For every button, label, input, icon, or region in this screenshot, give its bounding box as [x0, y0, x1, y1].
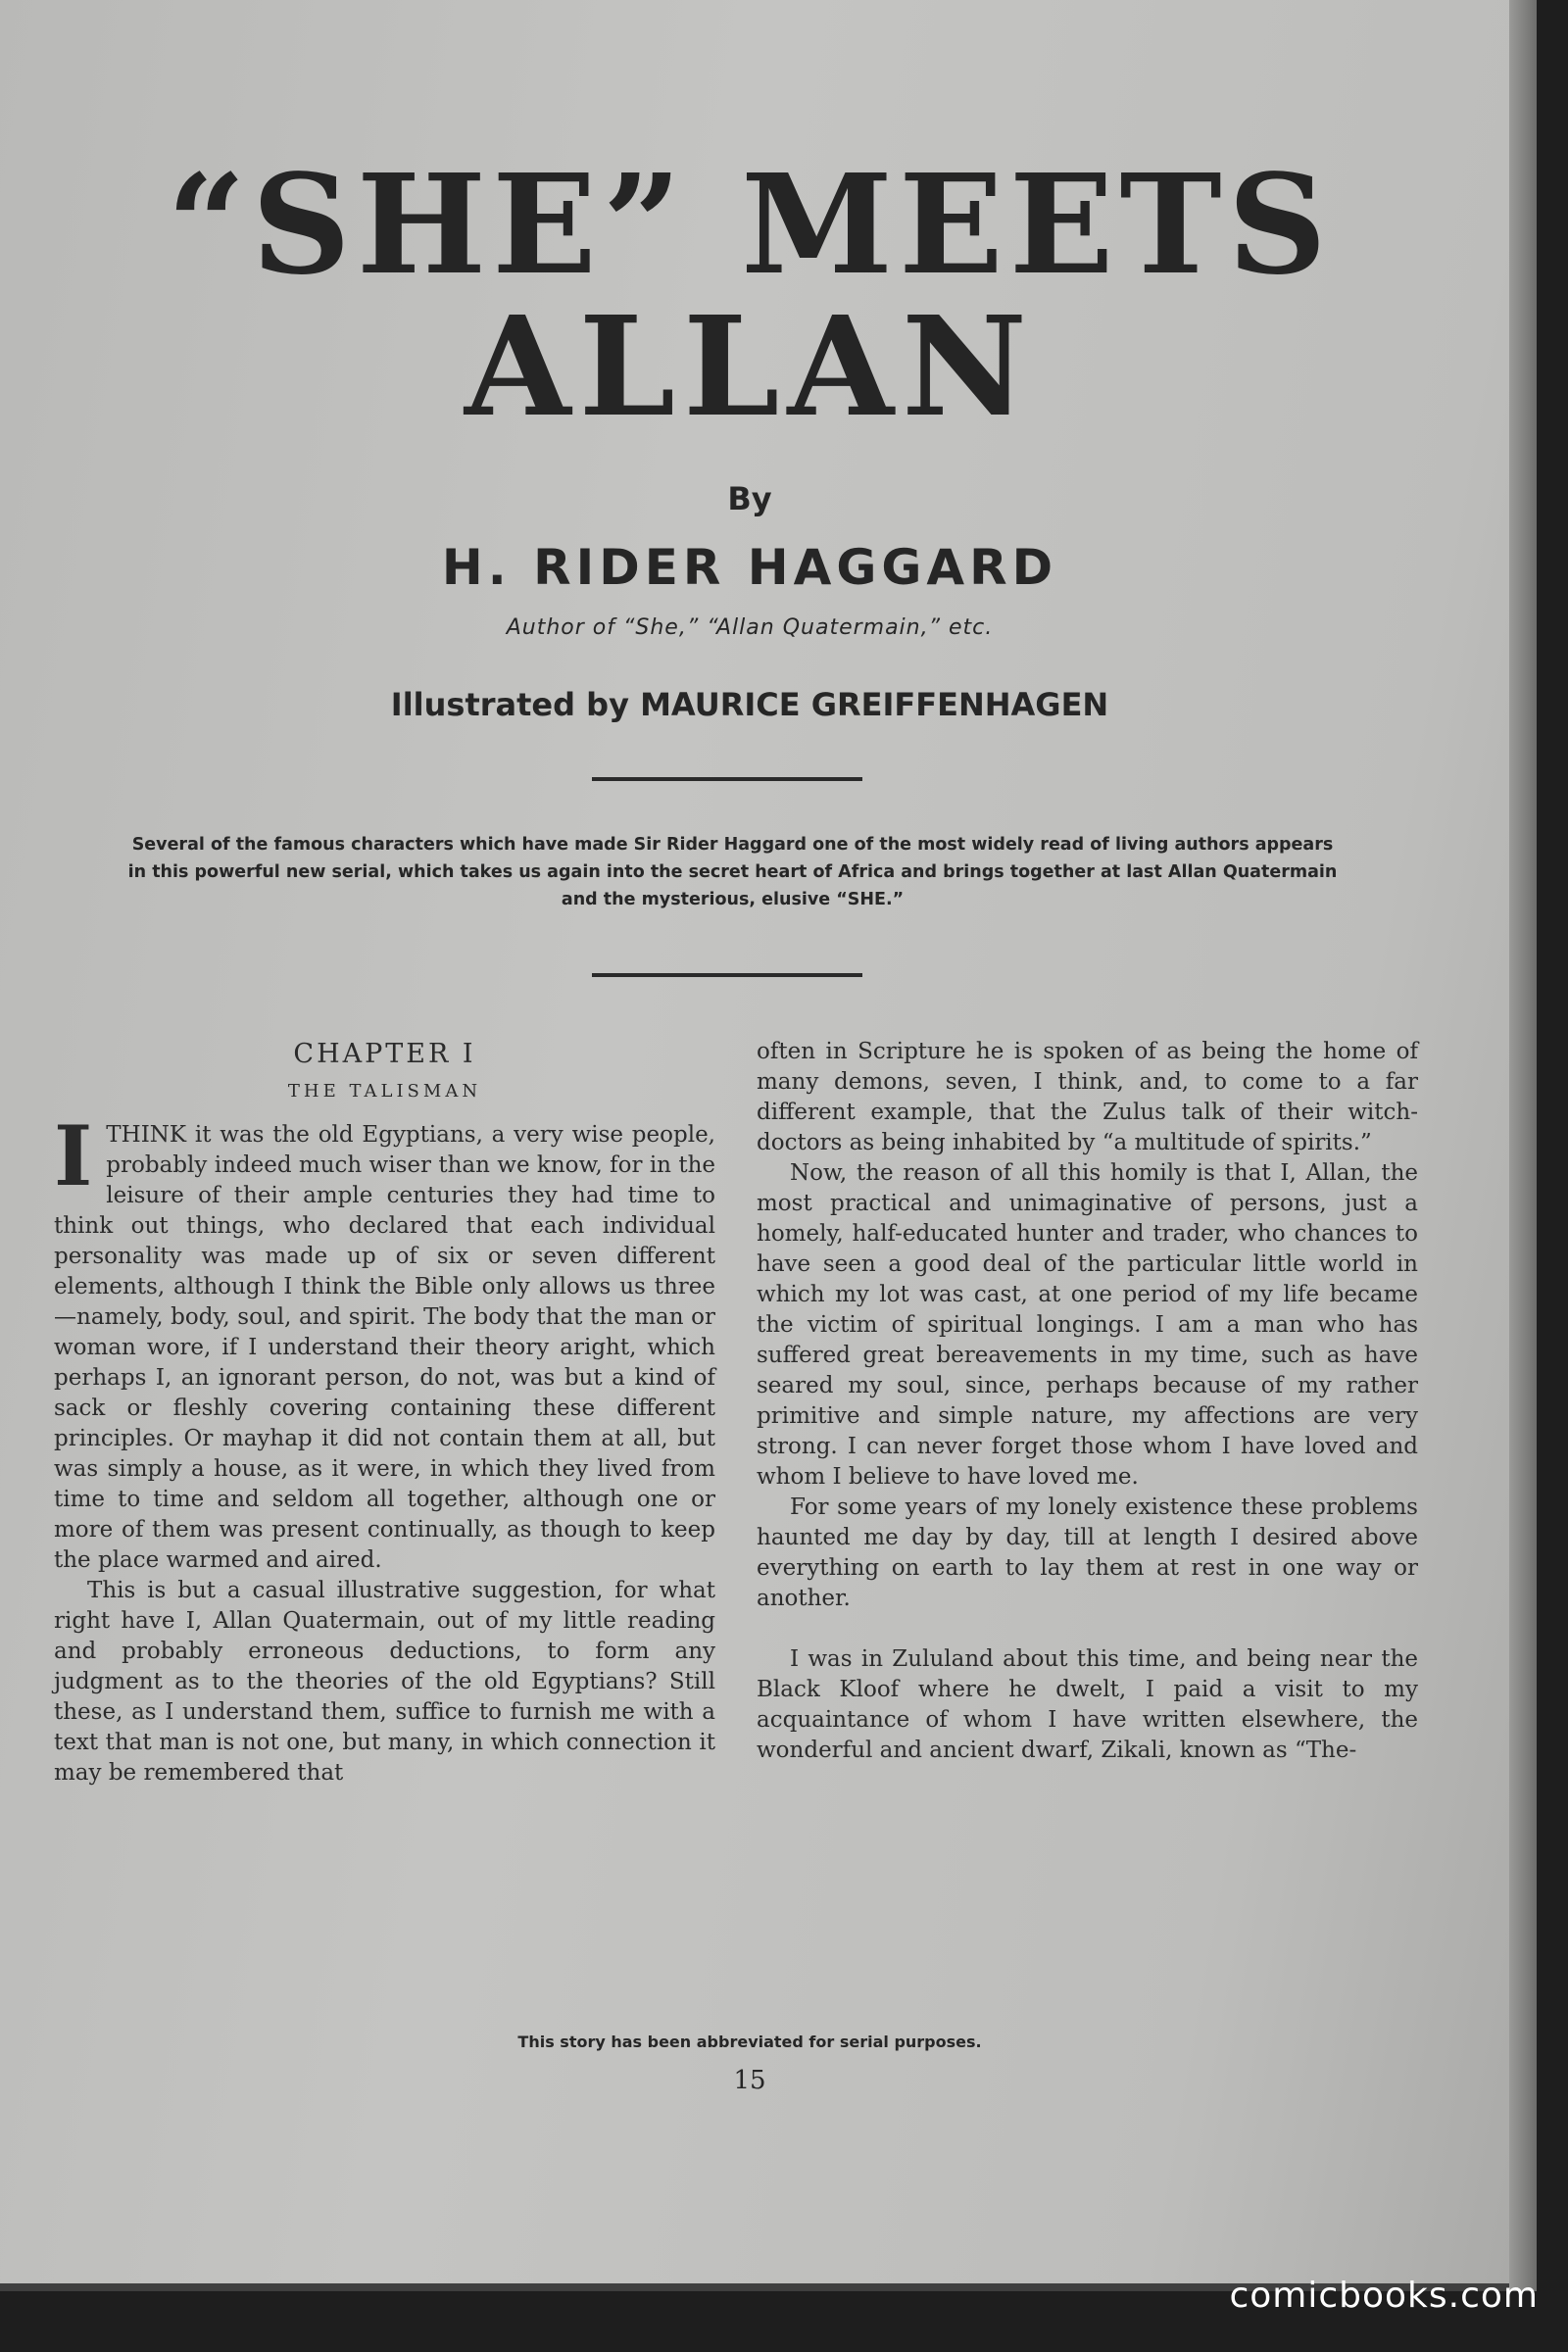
- byline-by: By: [727, 480, 772, 517]
- paragraph-text: THINK it was the old Egyptians, a very wise people, probably indeed much wiser than we know, for in the leisure of their ample centuries they had time to think out things, who declared that each individual personality was made up of six or seven different elements, although I think the Bible only allows us three—namely, body, soul, and spirit. The body that the man or woman wore, if I understand their theory aright, which perhaps I, an ignorant person, do not, was but a kind of sack or fleshly covering containing these different principles. Or mayhap it did not contain them at all, but was simply a house, as it were, in which they lived from time to time and seldom all together, although one or more of them was present continually, as though to keep the place warmed and aired.: [54, 1121, 715, 1573]
- chapter-heading: CHAPTER I: [293, 1039, 476, 1069]
- story-title-line-1: “SHE” MEETS: [167, 145, 1333, 306]
- left-text-column: [54, 1037, 715, 1788]
- body-paragraph: [54, 1106, 715, 1576]
- site-watermark: comicbooks.com: [1229, 2276, 1539, 2316]
- body-paragraph: This is but a casual illustrative suggestion, for what right have I, Allan Quatermain, out of my little reading and probably erroneous deductions, to form any judgment as to the theories of the old Egyptians? Still these, as I understand them, suffice to furnish me with a text that man is not one, but many, in which connection it may be remembered that: [54, 1577, 715, 1786]
- serial-footnote: This story has been abbreviated for serial purposes.: [517, 2033, 982, 2051]
- body-paragraph: often in Scripture he is spoken of as being the home of many demons, seven, I think, and, to come to a far different example, that the Zulus talk of their witch-doctors as being inhabited by “a multitude of spirits.”: [757, 1039, 1418, 1155]
- page-number: 15: [733, 2066, 766, 2095]
- book-spine-shadow: [1509, 0, 1537, 2291]
- chapter-subheading: THE TALISMAN: [287, 1081, 482, 1102]
- divider-rule-top: [592, 777, 862, 781]
- right-text-column: [757, 1037, 1418, 1766]
- drop-cap: I: [54, 1106, 93, 1204]
- body-paragraph: Now, the reason of all this homily is that I, Allan, the most practical and unimaginative of persons, just a homely, half-educated hunter and trader, who chances to have seen a good deal of the particular little world in which my lot was cast, at one period of my life became the victim of spiritual longings. I am a man who has suffered great bereavements in my time, such as have seared my soul, since, perhaps because of my rather primitive and simple nature, my affections are very strong. I can never forget those whom I have loved and whom I believe to have loved me.: [757, 1160, 1418, 1490]
- intro-blurb: Several of the famous characters which have made Sir Rider Haggard one of the most widely read of living authors appears in this powerful new serial, which takes us again into the secret heart of Africa and brings together at last Allan Quatermain and the mysterious, elusive “SHE.”: [127, 835, 1338, 909]
- divider-rule-bottom: [592, 973, 862, 977]
- story-title-line-2: ALLAN: [464, 287, 1036, 448]
- author-credit: Author of “She,” “Allan Quatermain,” etc.: [506, 615, 994, 640]
- body-paragraph: For some years of my lonely existence these problems haunted me day by day, till at length I desired above everything on earth to lay them at rest in one way or another.: [757, 1494, 1418, 1611]
- body-paragraph: I was in Zululand about this time, and being near the Black Kloof where he dwelt, I paid a visit to my acquaintance of whom I have written elsewhere, the wonderful and ancient dwarf, Zikali, known as “The-: [757, 1646, 1418, 1763]
- illustrator-credit: Illustrated by MAURICE GREIFFENHAGEN: [390, 686, 1109, 723]
- author-name: H. RIDER HAGGARD: [441, 539, 1058, 596]
